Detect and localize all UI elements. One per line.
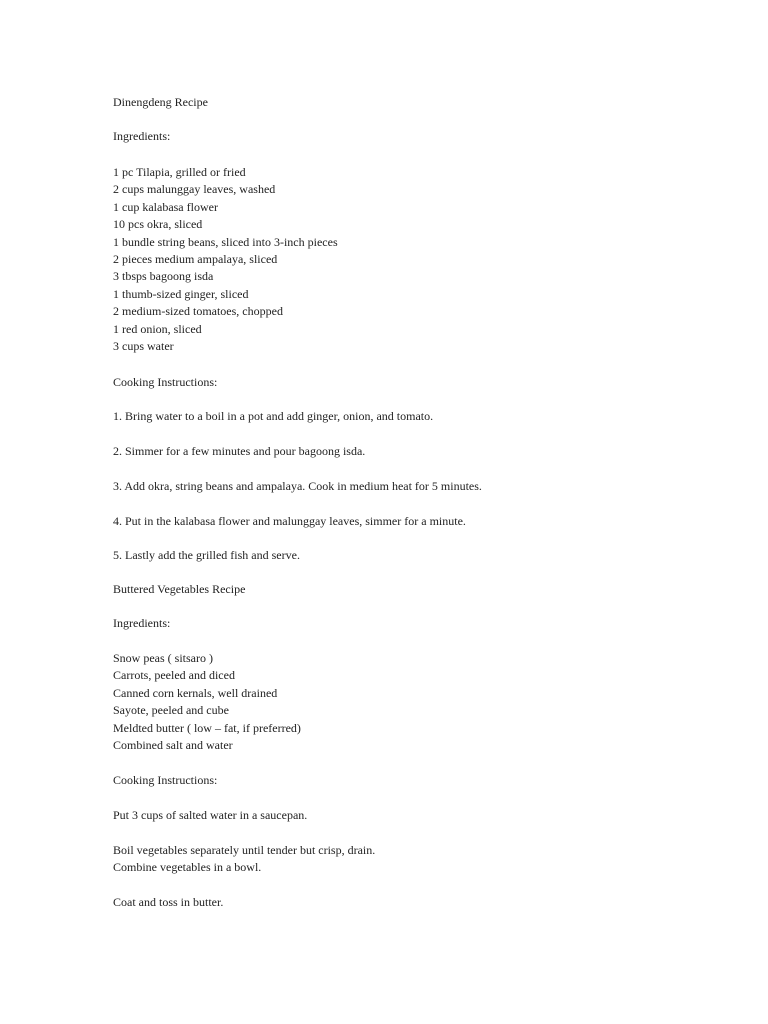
ingredient-line: Meldted butter ( low – fat, if preferred)	[113, 721, 301, 735]
ingredient-line: 3 tbsps bagoong isda	[113, 269, 214, 283]
instruction-step: Coat and toss in butter.	[113, 895, 224, 909]
instruction-step: 3. Add okra, string beans and ampalaya. Cook in medium heat for 5 minutes.	[113, 479, 482, 493]
ingredient-line: 3 cups water	[113, 339, 174, 353]
ingredient-line: Snow peas ( sitsaro )	[113, 651, 213, 665]
instruction-step: 4. Put in the kalabasa flower and malunggay leaves, simmer for a minute.	[113, 514, 466, 528]
ingredient-line: 1 cup kalabasa flower	[113, 200, 218, 214]
ingredients-heading: Ingredients:	[113, 129, 171, 143]
ingredients-heading: Ingredients:	[113, 616, 171, 630]
ingredient-line: 1 thumb-sized ginger, sliced	[113, 287, 249, 301]
ingredient-line: 1 red onion, sliced	[113, 322, 202, 336]
instruction-step: Put 3 cups of salted water in a saucepan.	[113, 808, 308, 822]
ingredient-line: 1 pc Tilapia, grilled or fried	[113, 165, 246, 179]
instruction-step: Combine vegetables in a bowl.	[113, 860, 262, 874]
instruction-step: 5. Lastly add the grilled fish and serve.	[113, 548, 300, 562]
instruction-step: 2. Simmer for a few minutes and pour bagoong isda.	[113, 444, 366, 458]
ingredient-line: 2 cups malunggay leaves, washed	[113, 182, 276, 196]
ingredient-line: 2 medium-sized tomatoes, chopped	[113, 304, 283, 318]
ingredient-line: 1 bundle string beans, sliced into 3-inch pieces	[113, 235, 338, 249]
ingredient-line: 2 pieces medium ampalaya, sliced	[113, 252, 278, 266]
instructions-heading: Cooking Instructions:	[113, 375, 218, 389]
recipe-title: Dinengdeng Recipe	[113, 95, 208, 109]
instructions-heading: Cooking Instructions:	[113, 773, 218, 787]
ingredient-line: Combined salt and water	[113, 738, 233, 752]
instruction-step: Boil vegetables separately until tender but crisp, drain.	[113, 843, 376, 857]
recipe-title: Buttered Vegetables Recipe	[113, 582, 246, 596]
ingredient-line: Carrots, peeled and diced	[113, 668, 235, 682]
instruction-step: 1. Bring water to a boil in a pot and add ginger, onion, and tomato.	[113, 409, 434, 423]
ingredient-line: 10 pcs okra, sliced	[113, 217, 203, 231]
ingredient-line: Canned corn kernals, well drained	[113, 686, 278, 700]
ingredient-line: Sayote, peeled and cube	[113, 703, 229, 717]
